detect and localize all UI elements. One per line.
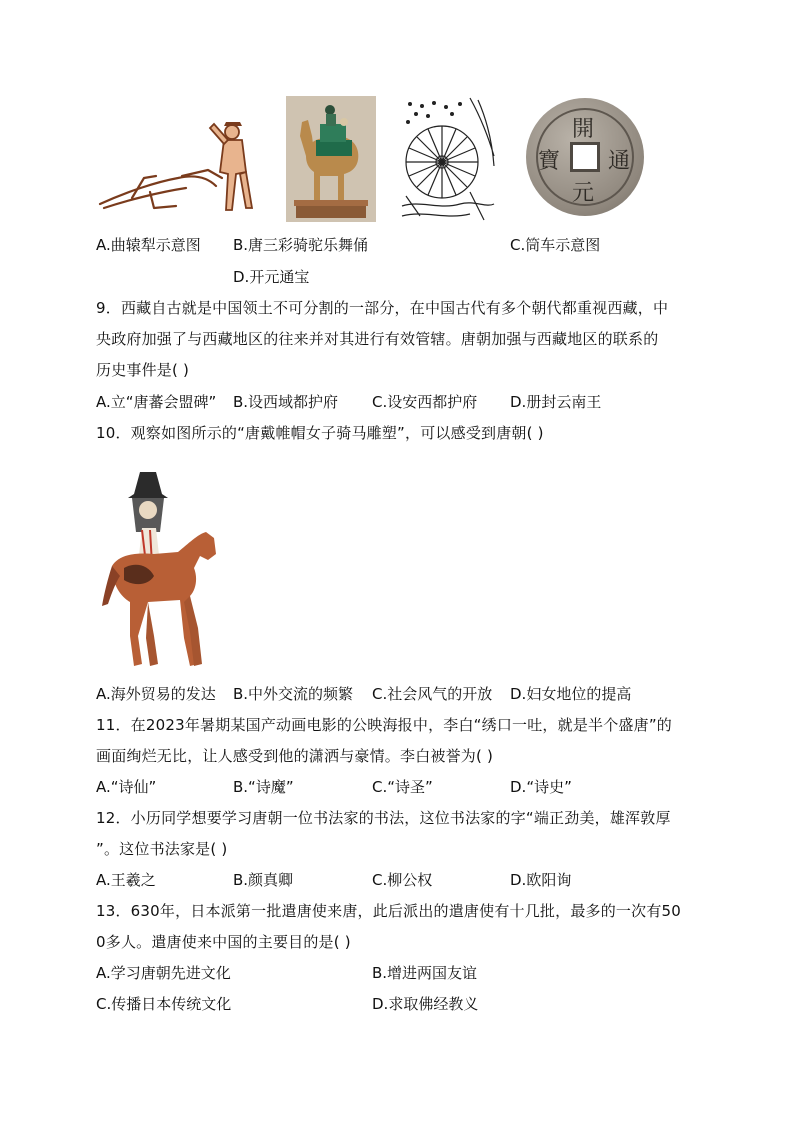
- tang-woman-horse-image: [98, 468, 220, 672]
- q13-option-d[interactable]: D.求取佛经教义: [372, 995, 479, 1013]
- q10-option-a[interactable]: A.海外贸易的发达: [96, 685, 216, 703]
- q9-option-a[interactable]: A.立“唐蕃会盟碑”: [96, 393, 217, 411]
- coin-char-right: 通: [608, 149, 631, 174]
- coin-square-hole: [570, 142, 600, 172]
- q8-option-a[interactable]: A.曲辕犁示意图: [96, 236, 201, 254]
- q11-option-a[interactable]: A.“诗仙”: [96, 778, 157, 796]
- q9-option-d[interactable]: D.册封云南王: [510, 393, 602, 411]
- waterwheel-image: [400, 96, 496, 224]
- q8-option-b[interactable]: B.唐三彩骑驼乐舞俑: [233, 236, 369, 254]
- q11-text-line-2: 画面绚烂无比，让人感受到他的潇洒与豪情。李白被誉为( ): [96, 747, 494, 765]
- q8-option-c[interactable]: C.筒车示意图: [510, 236, 601, 254]
- q13-option-c[interactable]: C.传播日本传统文化: [96, 995, 232, 1013]
- q11-option-d[interactable]: D.“诗史”: [510, 778, 572, 796]
- q10-text-line-1: 10．观察如图所示的“唐戴帷帽女子骑马雕塑”，可以感受到唐朝( ): [96, 424, 544, 442]
- coin-char-left: 寶: [538, 149, 561, 174]
- q11-option-c[interactable]: C.“诗圣”: [372, 778, 433, 796]
- kaiyuan-tongbao-coin-image: [526, 98, 644, 216]
- q12-option-a[interactable]: A.王羲之: [96, 871, 156, 889]
- q10-option-d[interactable]: D.妇女地位的提高: [510, 685, 632, 703]
- q13-option-b[interactable]: B.增进两国友谊: [372, 964, 478, 982]
- q13-text-line-2: 0多人。遣唐使来中国的主要目的是( ): [96, 933, 351, 951]
- q9-option-c[interactable]: C.设安西都护府: [372, 393, 478, 411]
- tang-sancai-camel-image: [286, 96, 376, 222]
- q12-option-b[interactable]: B.颜真卿: [233, 871, 294, 889]
- coin-char-bottom: 元: [572, 181, 595, 206]
- q12-option-c[interactable]: C.柳公权: [372, 871, 433, 889]
- q11-text-line-1: 11．在2023年暑期某国产动画电影的公映海报中，李白“绣口一吐，就是半个盛唐”的: [96, 716, 673, 734]
- q9-text-line-2: 央政府加强了与西藏地区的往来并对其进行有效管辖。唐朝加强与西藏地区的联系的: [96, 330, 659, 348]
- q13-option-a[interactable]: A.学习唐朝先进文化: [96, 964, 231, 982]
- q8-option-d[interactable]: D.开元通宝: [233, 268, 310, 286]
- q9-text-line-1: 9．西藏自古就是中国领土不可分割的一部分，在中国古代有多个朝代都重视西藏，中: [96, 299, 669, 317]
- q12-text-line-2: ”。这位书法家是( ): [96, 840, 228, 858]
- q12-option-d[interactable]: D.欧阳询: [510, 871, 572, 889]
- q10-option-b[interactable]: B.中外交流的频繁: [233, 685, 354, 703]
- curved-plough-image: [96, 112, 264, 220]
- coin-char-top: 開: [572, 117, 595, 142]
- q10-option-c[interactable]: C.社会风气的开放: [372, 685, 493, 703]
- q11-option-b[interactable]: B.“诗魔”: [233, 778, 294, 796]
- q9-option-b[interactable]: B.设西域都护府: [233, 393, 339, 411]
- q13-text-line-1: 13．630年，日本派第一批遣唐使来唐，此后派出的遣唐使有十几批，最多的一次有50: [96, 902, 682, 920]
- q9-text-line-3: 历史事件是( ): [96, 361, 190, 379]
- q12-text-line-1: 12．小历同学想要学习唐朝一位书法家的书法，这位书法家的字“端正劲美，雄浑敦厚: [96, 809, 671, 827]
